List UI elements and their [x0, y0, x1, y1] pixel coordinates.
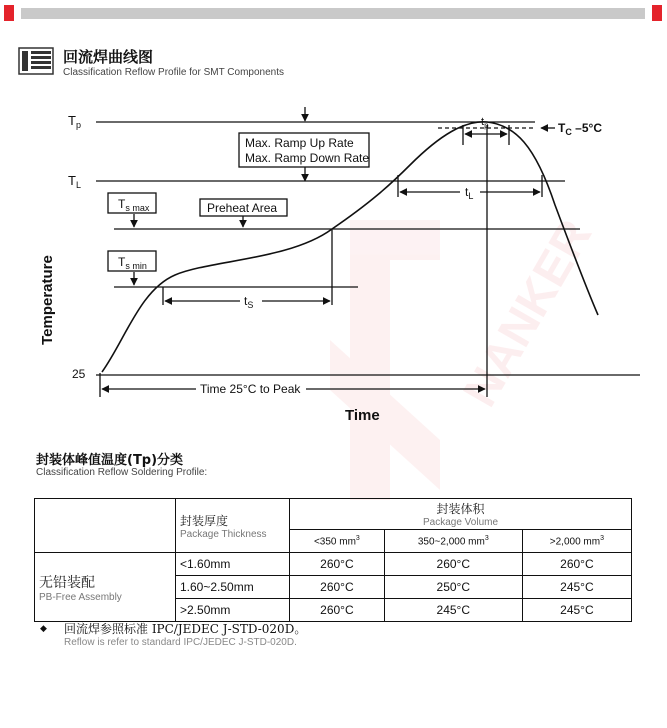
tp-axis-label: $T_p$ [68, 113, 81, 130]
banner-red-left [4, 5, 14, 21]
thickness-value: 1.60~2.50mm [176, 576, 290, 599]
t25-label: 25 [72, 367, 86, 381]
tsmax-label: $T_{s max}$ [118, 197, 150, 213]
temp-value: 245°C [522, 599, 631, 622]
volume-col-2: 350~2,000 $mm^3$ [384, 530, 522, 553]
tc-label: $T_C$ –5°C [558, 121, 602, 137]
x-axis-label: Time [345, 407, 380, 424]
section-subtitle: Classification Reflow Profile for SMT Components [63, 67, 285, 78]
table-subtitle: Classification Reflow Soldering Profile: [36, 467, 208, 478]
temp-value: 260°C [290, 576, 385, 599]
thickness-header: 封装厚度 Package Thickness [176, 499, 290, 553]
temp-value: 260°C [290, 599, 385, 622]
volume-header: 封装体积 Package Volume [290, 499, 632, 530]
y-axis-label: Temperature [39, 255, 56, 345]
time-to-peak-label: Time 25°C to Peak [200, 382, 301, 396]
ramp-down-label: Max. Ramp Down Rate [245, 151, 370, 165]
temp-value: 260°C [522, 553, 631, 576]
tsmin-label: $T_{s min}$ [118, 255, 147, 271]
document-icon [18, 47, 54, 75]
volume-col-1: <350 $mm^3$ [290, 530, 385, 553]
section-title: 回流焊曲线图 [63, 48, 154, 66]
watermark-text: NANKER [453, 211, 603, 416]
preheat-label: Preheat Area [207, 201, 278, 215]
table-header-row [35, 499, 632, 530]
volume-col-3: >2,000 $mm^3$ [522, 530, 631, 553]
thickness-value: <1.60mm [176, 553, 290, 576]
tl-axis-label: $T_L$ [68, 173, 81, 190]
tp-time-label: $t_p$ [481, 116, 489, 130]
empty-header-cell [35, 499, 176, 553]
temp-value: 260°C [290, 553, 385, 576]
note-chinese: 回流焊参照标准 IPC/JEDEC J-STD-020D。 [64, 622, 307, 636]
note-english: Reflow is refer to standard IPC/JEDEC J-STD-020D. [64, 637, 297, 648]
ramp-up-label: Max. Ramp Up Rate [245, 136, 354, 150]
thickness-value: >2.50mm [176, 599, 290, 622]
ts-label: $t_S$ [244, 294, 254, 310]
table-title: 封装体峰值温度(Tp)分类 [36, 453, 184, 468]
pbfree-cell: 无铅装配 PB-Free Assembly [35, 553, 176, 622]
temp-value: 245°C [522, 576, 631, 599]
banner-grey-bar [21, 8, 645, 19]
tl-time-label: $t_L$ [465, 185, 474, 201]
temp-value: 250°C [384, 576, 522, 599]
reflow-profile-graph [0, 95, 667, 435]
banner-red-right [652, 5, 662, 21]
temp-value: 245°C [384, 599, 522, 622]
soldering-profile-table [34, 498, 632, 622]
table-row [35, 553, 632, 576]
top-banner [0, 5, 667, 21]
temp-value: 260°C [384, 553, 522, 576]
note-bullet-icon: ◆ [40, 623, 47, 633]
